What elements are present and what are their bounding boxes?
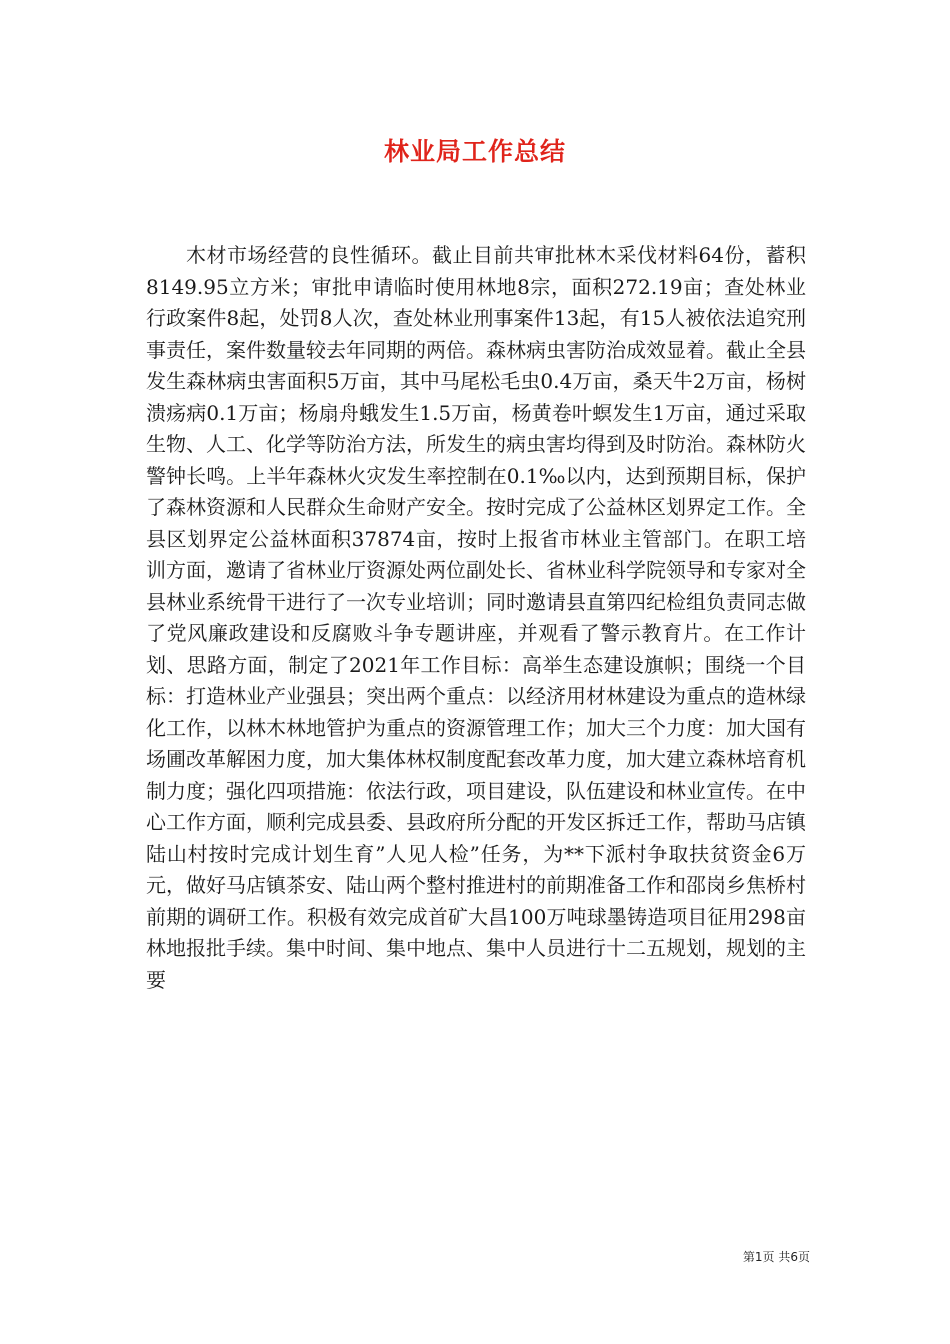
- page-number-footer: 第1页 共6页: [742, 1250, 810, 1264]
- document-title: 林业局工作总结: [383, 137, 566, 166]
- document-body-paragraph: 木材市场经营的良性循环。截止目前共审批林木采伐材料64份，蓄积8149.95立方米；审批申请临时使用林地8宗，面积272.19亩；查处林业行政案件8起，处罚8人次，查处林业刑事案件13起，有15人被依法追究刑事责任，案件数量较去年同期的两倍。森林病虫害防治成效显着。截止全县发生森林病虫害面积5万亩，其中马尾松毛虫0.4万亩，桑天牛2万亩，杨树溃疡病0.1万亩；杨扇舟蛾发生1.5万亩，杨黄卷叶螟发生1万亩，通过采取生物、人工、化学等防治方法，所发生的病虫害均得到及时防治。森林防火警钟长鸣。上半年森林火灾发生率控制在0.1‰以内，达到预期目标，保护了森林资源和人民群众生命财产安全。按时完成了公益林区划界定工作。全县区划界定公益林面积37874亩，按时上报省市林业主管部门。在职工培训方面，邀请了省林业厅资源处两位副处长、省林业科学院领导和专家对全县林业系统骨干进行了一次专业培训；同时邀请县直第四纪检组负责同志做了党风廉政建设和反腐败斗争专题讲座，并观看了警示教育片。在工作计划、思路方面，制定了2021年工作目标：高举生态建设旗帜；围绕一个目标：打造林业产业强县；突出两个重点：以经济用材林建设为重点的造林绿化工作，以林木林地管护为重点的资源管理工作；加大三个力度：加大国有场圃改革解困力度，加大集体林权制度配套改革力度，加大建立森林培育机制力度；强化四项措施：依法行政，项目建设，队伍建设和林业宣传。在中心工作方面，顺利完成县委、县政府所分配的开发区拆迁工作，帮助马店镇陆山村按时完成计划生育”人见人检”任务，为**下派村争取扶贫资金6万元，做好马店镇茶安、陆山两个整村推进村的前期准备工作和邵岗乡焦桥村前期的调研工作。积极有效完成首矿大昌100万吨球墨铸造项目征用298亩林地报批手续。集中时间、集中地点、集中人员进行十二五规划，规划的主要: [146, 243, 806, 992]
